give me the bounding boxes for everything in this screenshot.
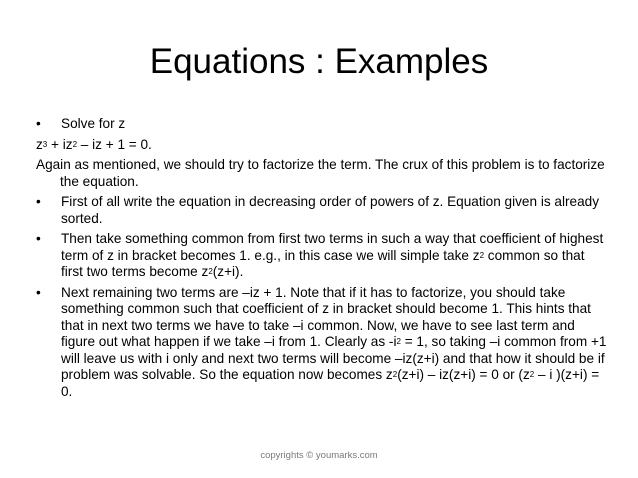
copyright-footer: copyrights © youmarks.com bbox=[260, 450, 378, 461]
bullet-dot-icon: • bbox=[36, 194, 41, 209]
slide-title: Equations : Examples bbox=[149, 42, 489, 81]
equation-line: $z^3 + iz^2$ – iz + 1 = 0. bbox=[36, 136, 152, 152]
bullet-dot-icon: • bbox=[36, 231, 41, 246]
bullet-text: Solve for z bbox=[61, 116, 126, 131]
bullet-dot-icon: • bbox=[36, 284, 41, 300]
bullet-remaining-terms: • Next remaining two terms are –iz + 1. Note that if it has to factorize, you should take something common such that coefficient of z in bracket should become 1. This hints that that in next two terms we have to take –i common. Now, we have to see last term and figure out what happen if we take –i from 1. Clearly as $-i^2 = 1$, so taking –i common from +1 will leave us with i only and next two terms will become –iz(z+i) and that how it should be if problem was solvable. So the equation now becomes $z^2(z+i) - iz(z+i) = 0$ or ($z^2$ – i )(z+i) = 0. bbox=[36, 284, 607, 399]
bullet-take-common: • Then take something common from first two terms in such a way that coefficient of highest term of z in bracket becomes 1. e.g., in this case we will simple take $z^2$ common so that first two terms become $z^2(z+i)$. bbox=[36, 231, 604, 279]
paragraph-factorize: Again as mentioned, we should try to factorize the term. The crux of this problem is to factorize the equation. bbox=[36, 157, 605, 189]
bullet-decreasing-order bbox=[36, 194, 608, 227]
bullet-solve-for-z bbox=[36, 116, 608, 133]
bullet-dot-icon: • bbox=[36, 116, 41, 131]
slide-body bbox=[36, 114, 608, 400]
bullet-text: First of all write the equation in decreasing order of powers of z. Equation given is already sorted. bbox=[61, 194, 599, 226]
